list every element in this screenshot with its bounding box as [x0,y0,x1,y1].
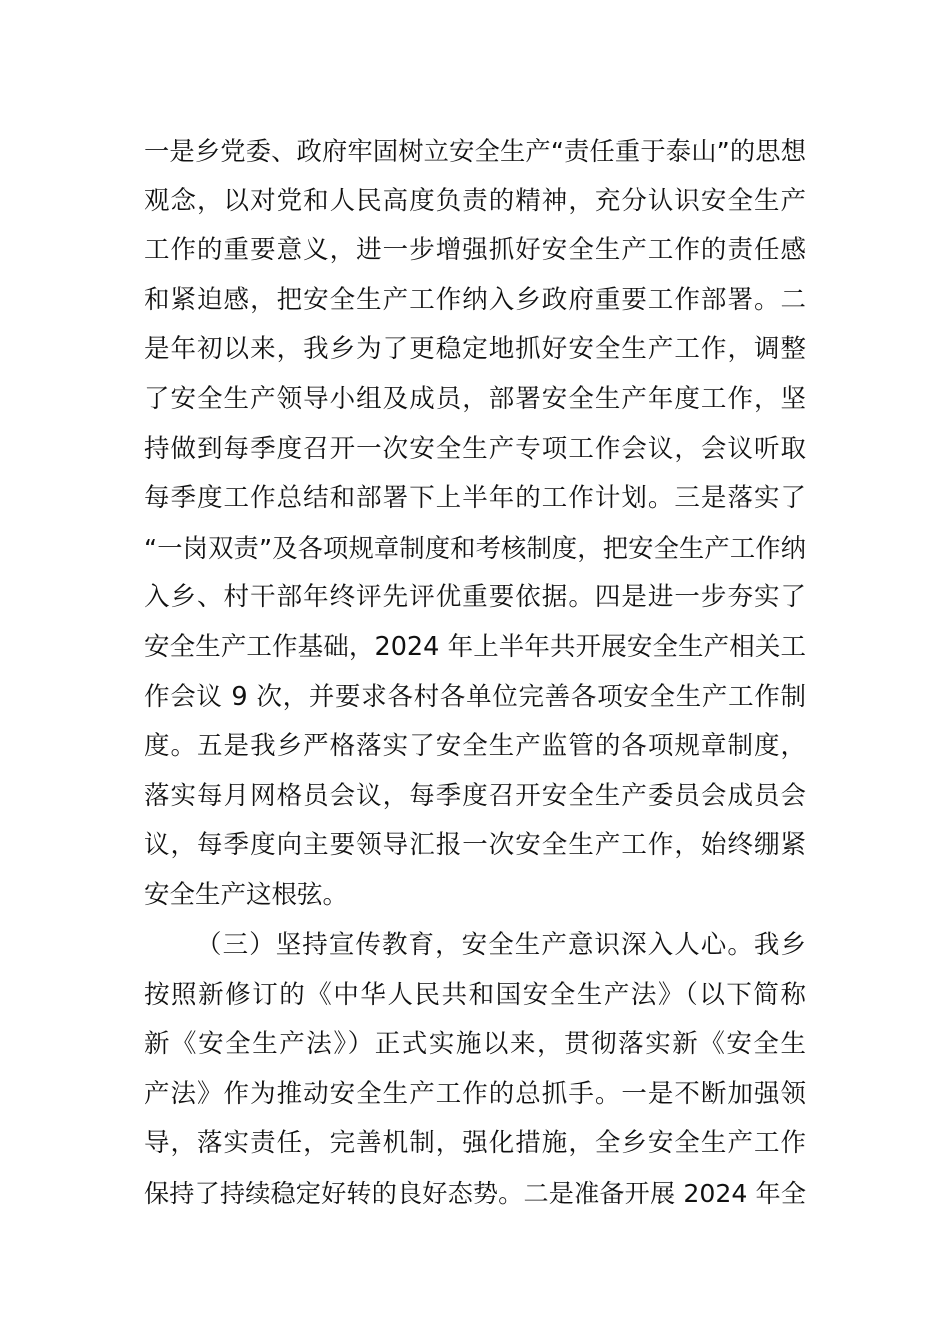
text-line: 和紧迫感，把安全生产工作纳入乡政府重要工作部署。二 [144,284,806,315]
paragraph-publicity-education [144,921,806,1219]
text-line: 度。五是我乡严格落实了安全生产监管的各项规章制度， [144,731,806,762]
text-line: 落实每月网格员会议，每季度召开安全生产委员会成员会 [144,780,806,811]
text-line: 产法》作为推动安全生产工作的总抓手。一是不断加强领 [144,1078,806,1109]
text-line: “一岗双责”及各项规章制度和考核制度，把安全生产工作纳 [144,533,806,563]
text-line: 观念，以对党和人民高度负责的精神，充分认识安全生产 [144,185,806,216]
text-line: 每季度工作总结和部署下上半年的工作计划。三是落实了 [144,483,806,514]
section-heading-line: （三）坚持宣传教育，安全生产意识深入人心。我乡 [196,930,806,960]
text-line: 导，落实责任，完善机制，强化措施，全乡安全生产工作 [144,1128,806,1159]
text-line: 保持了持续稳定好转的良好态势。二是准备开展 2024 年全 [144,1178,806,1208]
text-line: 入乡、村干部年终评先评优重要依据。四是进一步夯实了 [144,582,806,613]
text-line: 工作的重要意义，进一步增强抓好安全生产工作的责任感 [144,235,806,266]
text-line: 按照新修订的《中华人民共和国安全生产法》（以下简称 [144,979,806,1010]
text-line: 新《安全生产法》）正式实施以来，贯彻落实新《安全生 [144,1029,806,1060]
text-line: 安全生产这根弦。 [144,879,349,910]
text-line: 是年初以来，我乡为了更稳定地抓好安全生产工作，调整 [144,334,806,365]
text-line: 作会议 9 次，并要求各村各单位完善各项安全生产工作制 [144,681,806,712]
text-line: 一是乡党委、政府牢固树立安全生产“责任重于泰山”的思想 [144,137,806,166]
text-line: 议，每季度向主要领导汇报一次安全生产工作，始终绷紧 [144,830,806,861]
text-line: 安全生产工作基础，2024 年上半年共开展安全生产相关工 [144,631,806,662]
text-line: 持做到每季度召开一次安全生产专项工作会议，会议听取 [144,433,806,464]
text-line: 了安全生产领导小组及成员，部署安全生产年度工作，坚 [144,383,806,414]
paragraph-safety-responsibility [144,127,806,921]
